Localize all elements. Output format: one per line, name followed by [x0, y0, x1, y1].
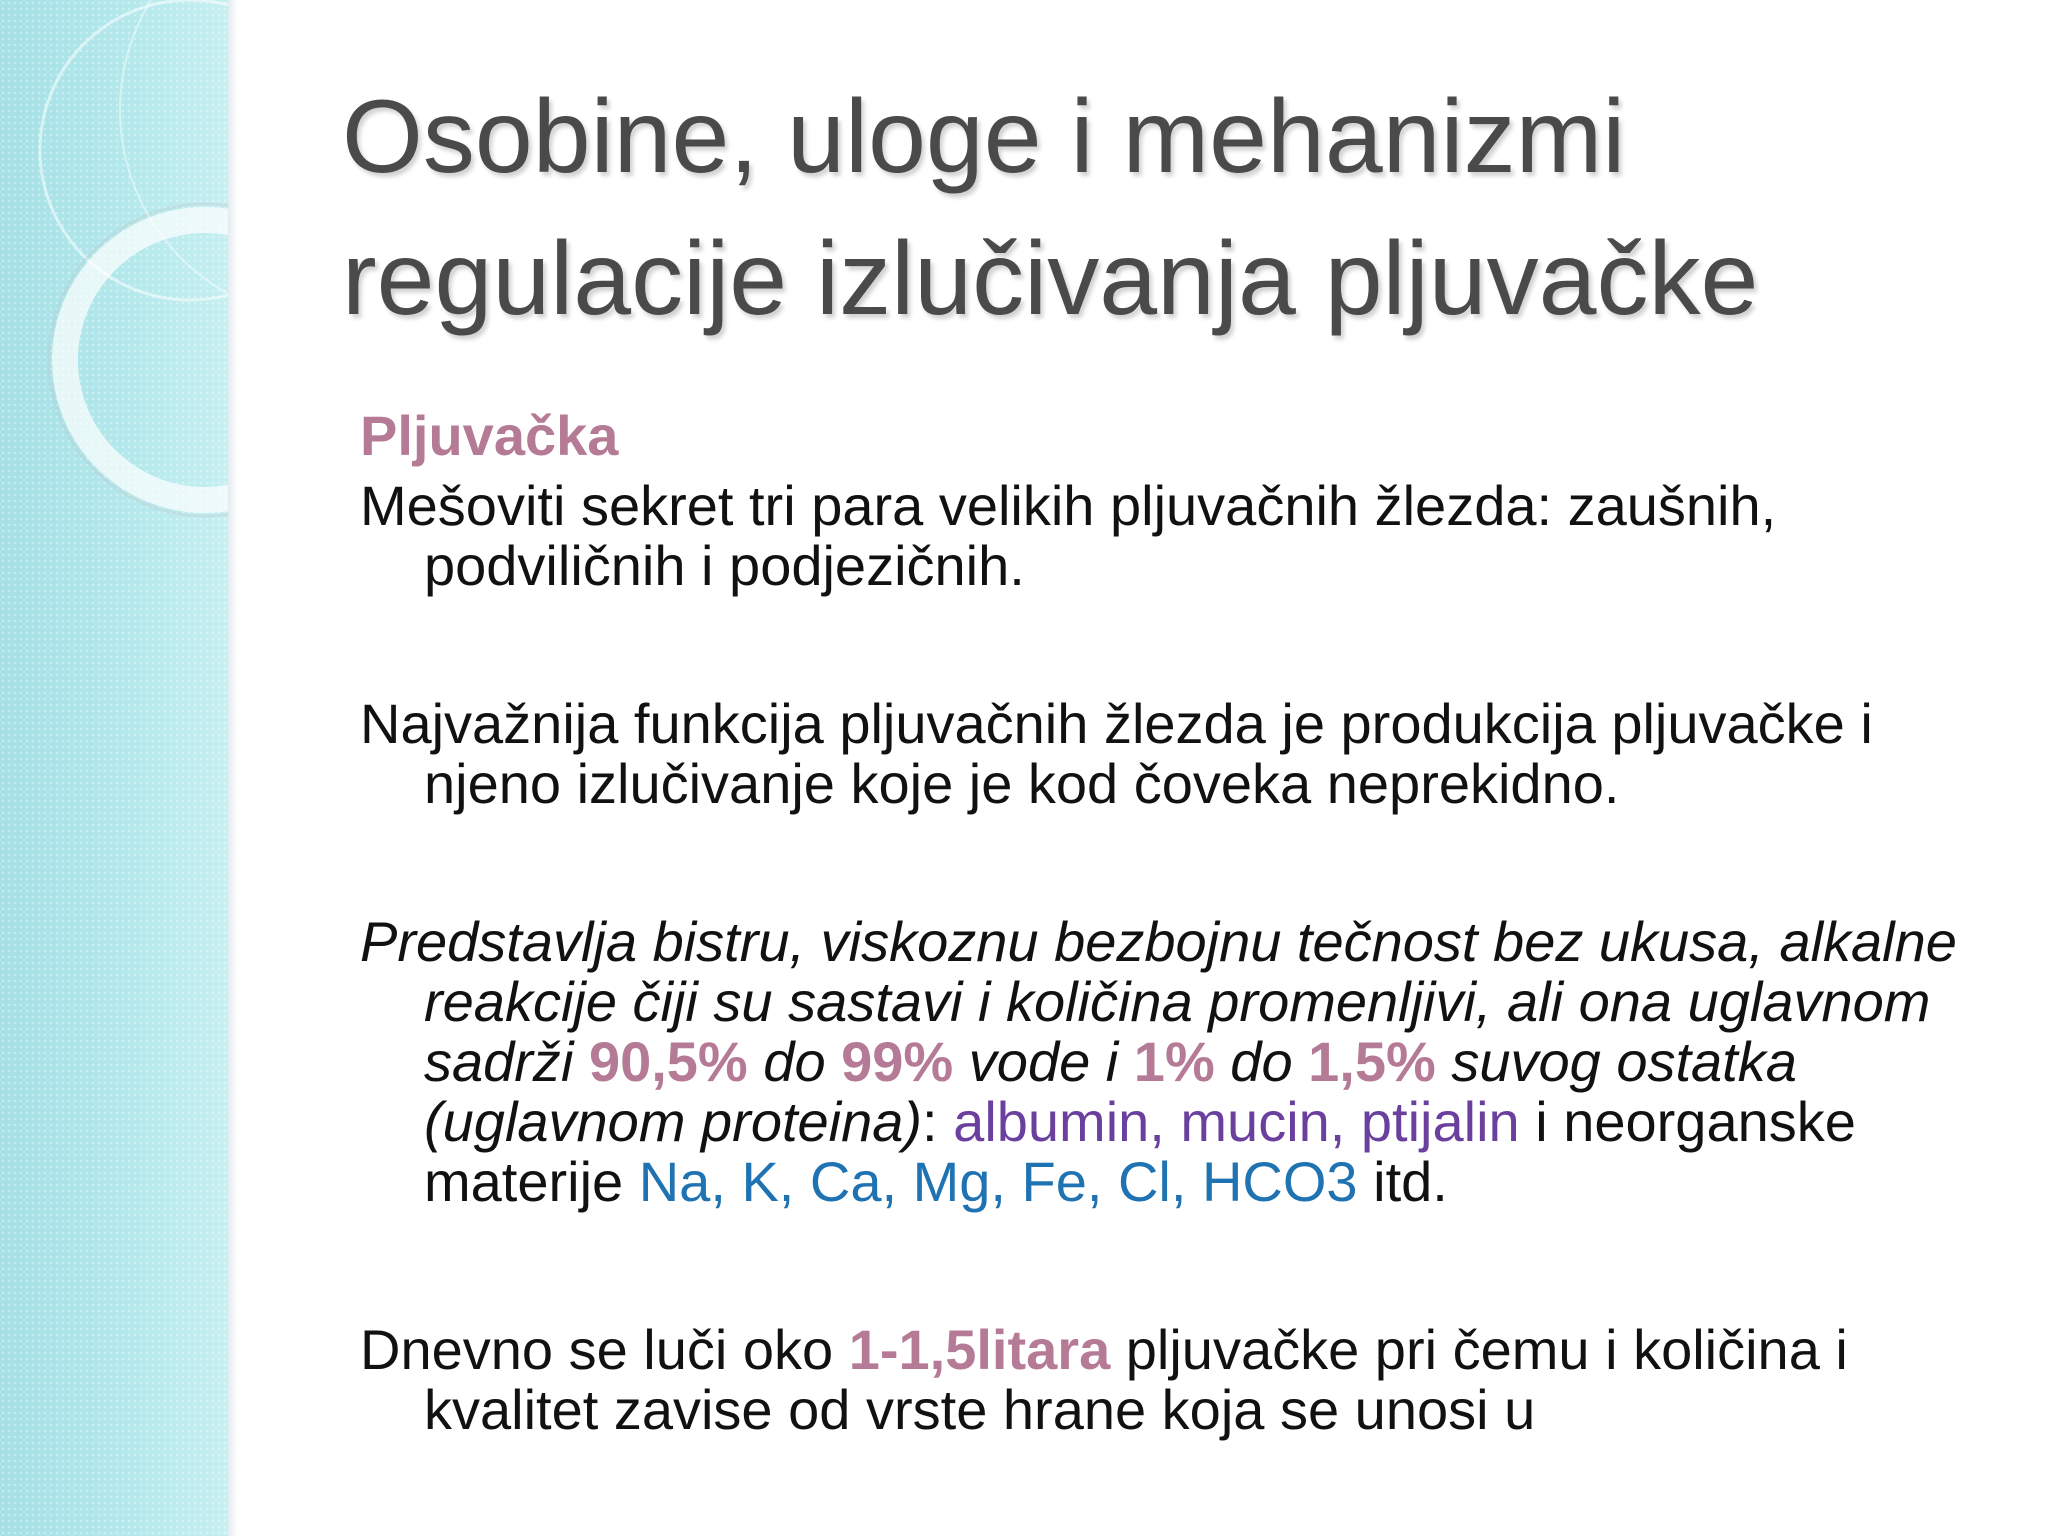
text-run: suvog ostatka (uglavnom proteina) [424, 1030, 1797, 1153]
text-run: do [1214, 1030, 1309, 1093]
text-run: itd. [1357, 1150, 1448, 1213]
decorative-rings [0, 0, 228, 1536]
paragraph-function: Najvažnija funkcija pljuvačnih žlezda je produkcija pljuvačke i njeno izlučivanje koje je kod čoveka neprekidno. [360, 692, 1873, 815]
section-heading: Pljuvačka [360, 404, 619, 467]
spacer [360, 814, 2000, 912]
text-run: i neorganske materije [424, 1090, 1856, 1213]
text-run: : [922, 1090, 954, 1153]
text-run: Predstavlja bistru, viskoznu bezbojnu tečnost bez ukusa, alkalne reakcije čiji su sastavi i količina promenljivi, ali ona uglavnom sadrži [360, 910, 1957, 1093]
slide-body [360, 400, 2000, 1440]
text-run: vode i [953, 1030, 1134, 1093]
title-line-2: regulacije izlučivanja pljuvačke [342, 221, 1759, 337]
text-run: pljuvačke pri čemu i količina i kvalitet zavise od vrste hrane koja se unosi u [424, 1318, 1848, 1441]
sidebar-shadow [228, 0, 238, 1536]
value-water-min: 90,5% [588, 1030, 748, 1093]
text-run: do [747, 1030, 842, 1093]
value-daily-amount: 1-1,5litara [848, 1318, 1111, 1381]
paragraph-properties [360, 912, 2000, 1212]
decorative-sidebar [0, 0, 228, 1536]
text-run: Dnevno se luči oko [360, 1318, 849, 1381]
paragraph-daily-amount [360, 1320, 2000, 1440]
value-residue-max: 1,5% [1308, 1030, 1436, 1093]
slide-title [342, 66, 2022, 350]
value-residue-min: 1% [1133, 1030, 1215, 1093]
paragraph-composition: Mešoviti sekret tri para velikih pljuvačnih žlezda: zaušnih, podviličnih i podjezičnih. [360, 474, 1777, 597]
protein-list: albumin, mucin, ptijalin [953, 1090, 1520, 1153]
mineral-list: Na, K, Ca, Mg, Fe, Cl, HCO3 [638, 1150, 1358, 1213]
spacer [360, 1212, 2000, 1320]
value-water-max: 99% [841, 1030, 954, 1093]
title-line-1: Osobine, uloge i mehanizmi [342, 79, 1626, 195]
spacer [360, 596, 2000, 694]
